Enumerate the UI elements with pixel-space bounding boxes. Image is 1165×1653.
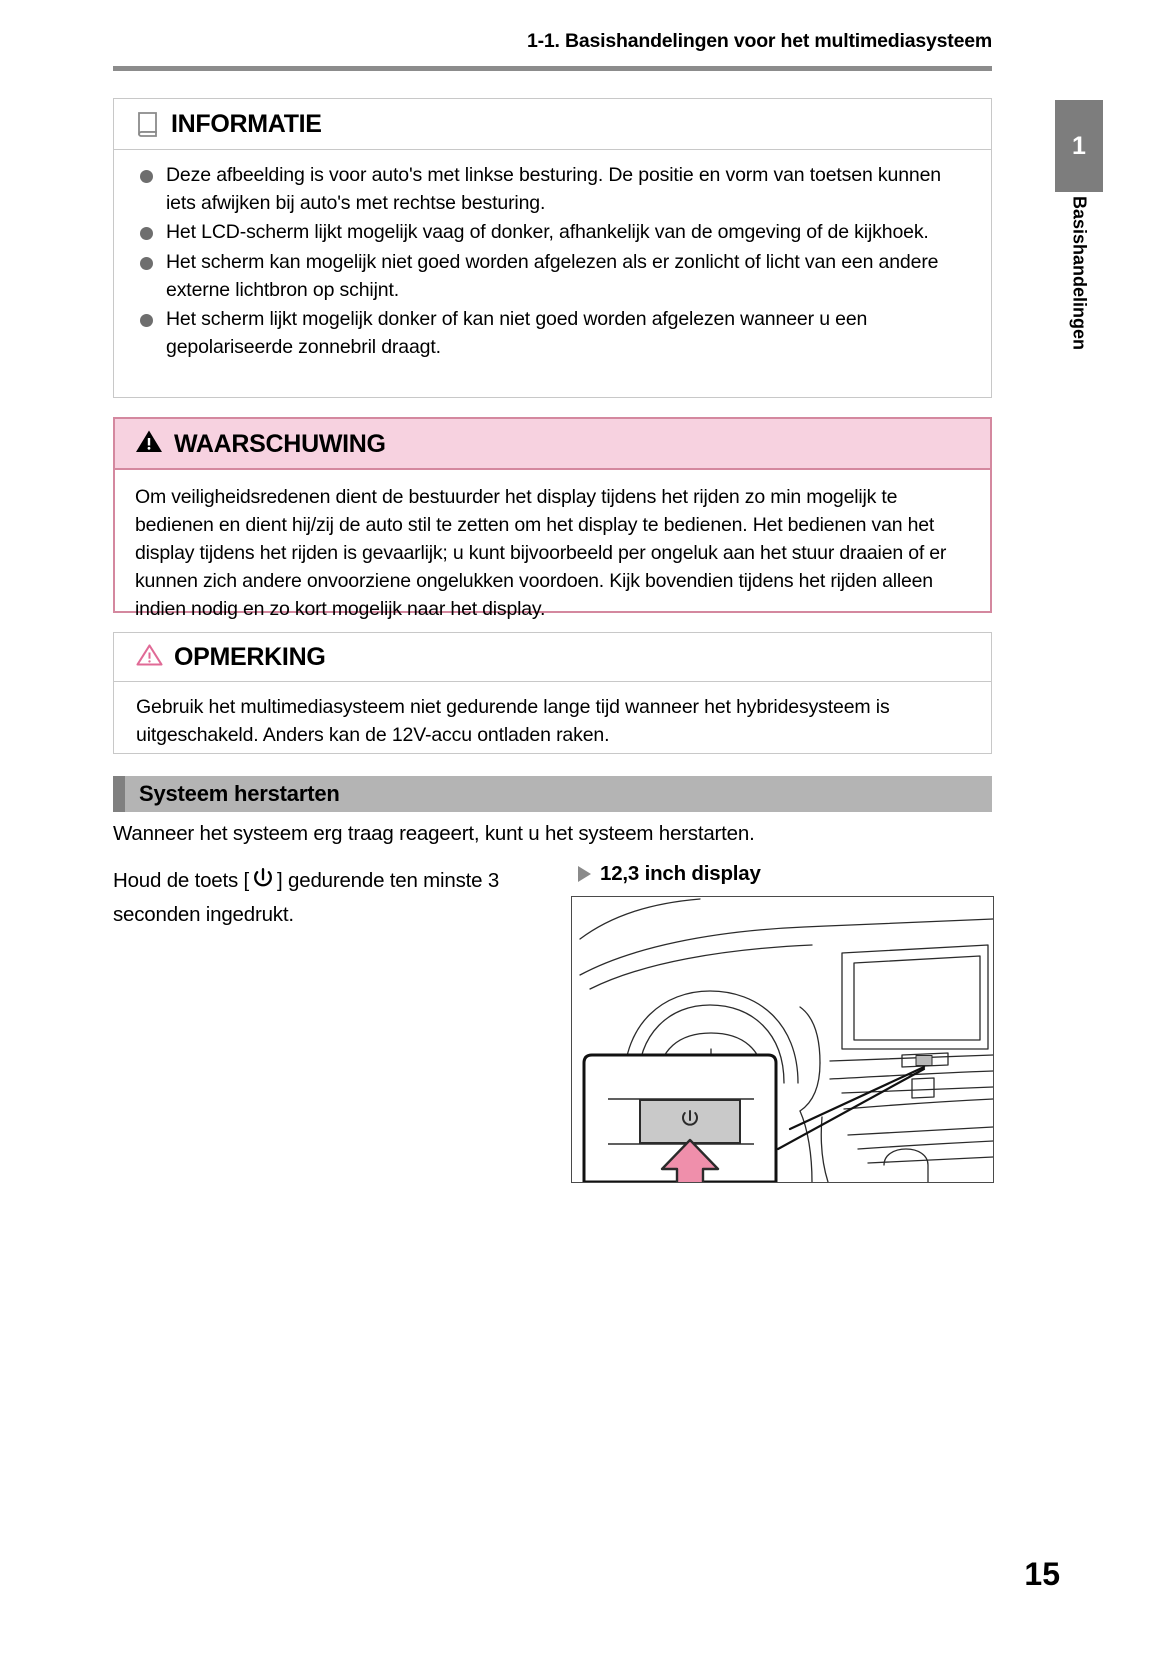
list-item <box>136 162 971 217</box>
notice-box-text: Gebruik het multimediasysteem niet gedurende lange tijd wanneer het hybridesysteem is uitgeschakeld. Anders kan de 12V-accu ontladen raken. <box>136 696 890 746</box>
information-box <box>113 98 992 398</box>
information-box-title: INFORMATIE <box>171 110 322 138</box>
intro-paragraph: Wanneer het systeem erg traag reageert, kunt u het systeem herstarten. <box>113 822 755 845</box>
warning-triangle-icon <box>135 429 163 459</box>
header-divider <box>113 66 992 71</box>
warning-box-text: Om veiligheidsredenen dient de bestuurder het display tijdens het rijden zo min mogelijk te bedienen en dient hij/zij de auto stil te zetten om het display te bedienen. Het bedienen van het display tijdens het rijden is gevaarlijk; u kunt bijvoorbeeld per ongeluk aan het stuur draaien of er kunnen zich andere onvoorziene ongelukken voordoen. Kijk bovendien tijdens het rijden alleen indien nodig en zo kort mogelijk naar het display. <box>135 486 947 621</box>
chapter-tab-label <box>1055 196 1103 426</box>
warning-box-title: WAARSCHUWING <box>174 429 386 458</box>
notice-box <box>113 632 992 754</box>
section-heading-bar <box>113 776 992 812</box>
page-number: 15 <box>1024 1556 1060 1592</box>
information-box-header <box>114 99 991 150</box>
caution-triangle-icon <box>136 643 163 672</box>
list-item <box>136 249 971 304</box>
instruction-text-before: Houd de toets [ <box>113 869 250 892</box>
figure-caption-text: 12,3 inch display <box>600 862 761 885</box>
triangle-right-icon <box>578 866 591 882</box>
bullet-dot-icon <box>140 227 153 240</box>
warning-box-header <box>115 419 990 470</box>
notice-box-header <box>114 633 991 682</box>
warning-box-body <box>115 470 990 635</box>
figure-caption <box>578 862 761 886</box>
chapter-tab-label-text: Basishandelingen <box>1069 196 1090 351</box>
notice-box-title: OPMERKING <box>174 643 326 671</box>
list-item <box>136 306 971 361</box>
list-item-text: Het LCD-scherm lijkt mogelijk vaag of donker, afhankelijk van de omgeving of de kijkhoek. <box>166 221 929 244</box>
list-item-text: Deze afbeelding is voor auto's met linkse besturing. De positie en vorm van toetsen kunnen iets afwijken bij auto's met rechtse besturing. <box>166 164 942 214</box>
notice-box-body <box>114 682 991 763</box>
page-header-title: 1-1. Basishandelingen voor het multimediasysteem <box>526 30 992 52</box>
information-bullet-list <box>136 162 971 362</box>
list-item <box>136 219 971 247</box>
list-item-text: Het scherm lijkt mogelijk donker of kan niet goed worden afgelezen wanneer u een gepolariseerde zonnebril draagt. <box>166 308 868 359</box>
section-accent-block <box>113 776 125 812</box>
bullet-dot-icon <box>140 170 153 183</box>
chapter-tab-number: 1 <box>1055 100 1103 192</box>
bullet-dot-icon <box>140 257 153 270</box>
list-item-text: Het scherm kan mogelijk niet goed worden afgelezen als er zonlicht of licht van een andere externe lichtbron op schijnt. <box>166 251 939 301</box>
bullet-dot-icon <box>140 314 153 327</box>
dashboard-illustration <box>571 896 994 1183</box>
book-icon <box>136 111 160 138</box>
warning-box <box>113 417 992 621</box>
section-heading-title: Systeem herstarten <box>139 781 340 806</box>
instruction-text-after: ] gedurende ten minste 3 seconden ingedrukt. <box>113 869 500 927</box>
instruction-paragraph <box>113 866 533 929</box>
information-box-body <box>114 150 991 378</box>
power-icon <box>250 866 276 900</box>
